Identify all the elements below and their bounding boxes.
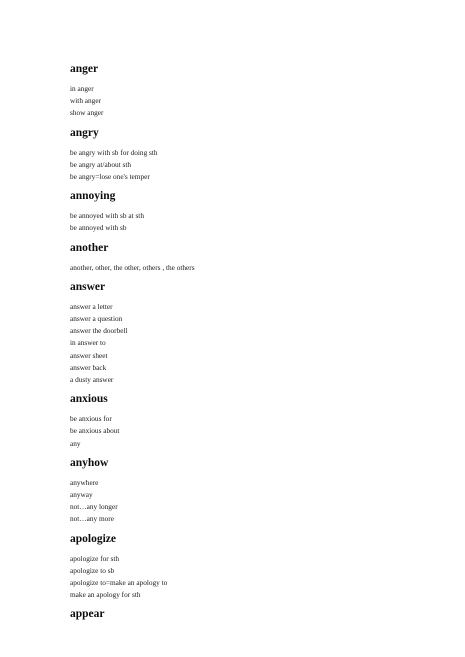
entry-phrase: be angry at/about sth	[70, 159, 131, 169]
entry-6	[70, 455, 430, 526]
entry-headword: anxious	[70, 393, 108, 406]
entry-phrase: be annoyed with sb at sth	[70, 211, 144, 221]
entry-5	[70, 391, 430, 450]
entry-headword: answer	[70, 280, 106, 293]
entry-phrase: in answer to	[70, 338, 106, 348]
entry-7	[70, 531, 430, 602]
entry-phrase: answer back	[70, 362, 107, 372]
entry-phrase: apologize to=make an apology to	[70, 578, 168, 588]
entry-phrase: be angry with sb for doing sth	[70, 147, 158, 157]
entry-phrase: be anxious about	[70, 426, 120, 436]
entry-phrase: answer the doorbell	[70, 326, 128, 336]
entry-phrase-list	[70, 301, 430, 386]
entry-4	[70, 279, 430, 386]
entry-3	[70, 240, 430, 274]
entry-headword: apologize	[70, 532, 116, 545]
entry-headword: anger	[70, 63, 99, 75]
entry-headword: annoying	[70, 190, 116, 203]
entry-phrase: any	[70, 438, 81, 448]
entry-phrase: not…any more	[70, 514, 114, 524]
entry-headword: anyhow	[70, 456, 109, 469]
entry-phrase: in anger	[70, 84, 94, 93]
dictionary-entries	[70, 61, 430, 628]
entry-phrase: apologize for sth	[70, 553, 120, 563]
entry-0	[70, 61, 430, 120]
entry-phrase-list	[70, 210, 430, 234]
entry-phrase: make an apology for sth	[70, 590, 141, 600]
entry-1	[70, 125, 430, 184]
entry-phrase: another, other, the other, others , the others	[70, 262, 195, 272]
entry-2	[70, 188, 430, 234]
entry-headword: angry	[70, 126, 99, 139]
entry-phrase: a dusty answer	[70, 375, 114, 385]
entry-phrase: anywhere	[70, 477, 99, 487]
entry-phrase: with anger	[70, 96, 102, 106]
entry-headword: another	[70, 241, 109, 254]
entry-phrase: apologize to sb	[70, 565, 115, 575]
entry-8	[70, 606, 430, 622]
entry-phrase: not…any longer	[70, 502, 118, 512]
entry-phrase-list	[70, 553, 430, 602]
entry-phrase-list	[70, 262, 430, 274]
entry-phrase: answer a question	[70, 314, 123, 324]
entry-phrase: be annoyed with sb	[70, 223, 127, 233]
entry-phrase: anyway	[70, 490, 93, 500]
entry-phrase: be anxious for	[70, 414, 112, 424]
entry-phrase: be angry=lose one's temper	[70, 172, 150, 182]
entry-phrase-list	[70, 147, 430, 184]
entry-phrase-list	[70, 477, 430, 526]
entry-phrase: answer a letter	[70, 301, 113, 311]
entry-headword: appear	[70, 608, 105, 621]
entry-phrase-list	[70, 413, 430, 450]
entry-phrase: answer sheet	[70, 350, 108, 360]
entry-phrase-list	[70, 83, 430, 120]
entry-phrase: show anger	[70, 108, 104, 118]
